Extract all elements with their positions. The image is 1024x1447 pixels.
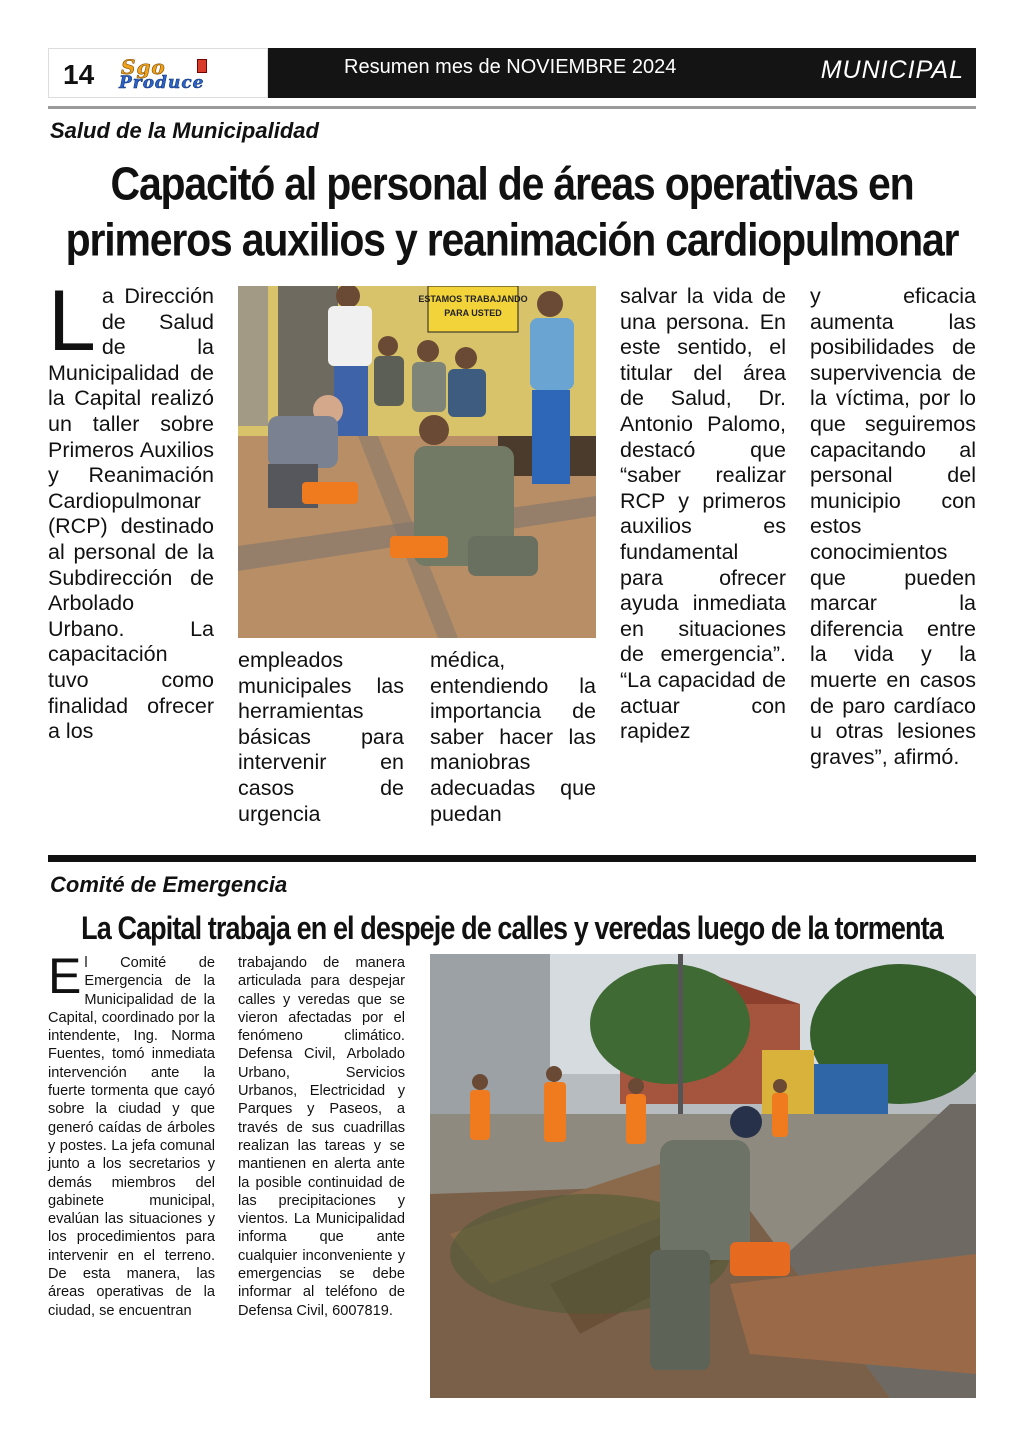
article2-col1-text: l Comité de Emergencia de la Municipalidad de la Capital, coordinado por la intendente, Ing. Norma Fuentes, tomó inmediata intervención ante la fuerte tormenta que cayó sobre la ciudad y que generó caídas de árboles y postes. La jefa comunal junto a los secretarios y demás miembros del gabinete municipal, evalúan las situaciones y los procedimientos para intervenir en el terreno. De esta manera, las áreas operativas de la ciudad, se encuentran — [48, 955, 215, 1319]
article1-column-4 — [620, 284, 786, 832]
section-separator — [48, 855, 976, 862]
article1-column-2 — [238, 648, 404, 832]
article2-column-1 — [48, 948, 215, 1390]
article1-headline: Capacitó al personal de áreas operativas en primeros auxilios y reanimación cardiopulmonar — [65, 158, 959, 266]
header-rule — [48, 106, 976, 109]
article1-kicker: Salud de la Municipalidad — [50, 118, 319, 143]
article2-headline: La Capital trabaja en el despeje de calles y veredas luego de la tormenta — [81, 910, 943, 946]
cpr-training-photo — [238, 286, 596, 638]
section-label: MUNICIPAL — [820, 56, 964, 84]
storm-cleanup-illustration — [430, 954, 976, 1398]
article1-dropcap: L — [48, 273, 96, 369]
article1-col3-text: médica, entendiendo la importancia de saber hacer las maniobras adecuadas que puedan — [430, 648, 596, 826]
article1-col1-text: a Dirección de Salud de la Municipalidad de la Capital realizó un taller sobre Primeros Auxilios y Reanimación Cardiopulmonar (RCP) destinado al personal de la Subdirección de Arbolado Urbano. La capacitación tuvo como finalidad ofrecer a los — [48, 284, 214, 744]
article2-kicker: Comité de Emergencia — [50, 872, 288, 897]
article1-column-3 — [430, 648, 596, 832]
header-left-box — [48, 48, 268, 98]
edition-label: Resumen mes de NOVIEMBRE 2024 — [344, 56, 677, 78]
article1-col4-text: salvar la vida de una persona. En este sentido, el titular del área de Salud, Dr. Antonio Palomo, destacó que “saber realizar RCP y primeros auxilios es fundamental para ofrecer ayuda inmediata en situaciones de emergencia”. “La capacidad de actuar con rapidez — [620, 284, 786, 744]
logo-flag-icon — [197, 59, 207, 73]
publication-logo — [115, 55, 261, 93]
cpr-training-illustration — [238, 286, 596, 638]
header-bar — [268, 48, 976, 98]
svg-text:PARA USTED: PARA USTED — [444, 308, 502, 318]
storm-cleanup-photo — [430, 954, 976, 1398]
page-number: 14 — [63, 59, 95, 90]
photo-sign-text: ESTAMOS TRABAJANDO — [418, 294, 528, 304]
logo-bottom-text: Produce — [119, 73, 205, 93]
article1-column-5 — [810, 284, 976, 832]
logo-top-text: Sgo — [121, 55, 166, 79]
article2-dropcap: E — [48, 948, 82, 1004]
article1-column-1 — [48, 273, 214, 832]
article2-col2-text: trabajando de manera articulada para despejar calles y veredas que se vieron afectadas por el fenómeno climático. Defensa Civil, Arbolado Urbano, Servicios Urbanos, Electricidad y Parques y Paseos, a través de sus cuadrillas realizan las tareas y se mantienen en alerta ante la posible continuidad de las precipitaciones y vientos. La Municipalidad informa que ante cualquier inconveniente y emergencias se debe informar al teléfono de Defensa Civil, 6007819. — [238, 955, 405, 1319]
page-header — [48, 48, 976, 98]
article1-col5-text: y eficacia aumenta las posibilidades de supervivencia de la víctima, por lo que seguiremos capacitando al personal del municipio con estos conocimientos que pueden marcar la diferencia entre la vida y la muerte en casos de paro cardíaco u otras lesiones graves”, afirmó. — [810, 284, 976, 769]
article2-column-2 — [238, 954, 405, 1390]
article1-col2-text: empleados municipales las herramientas básicas para intervenir en casos de urgencia — [238, 648, 404, 826]
